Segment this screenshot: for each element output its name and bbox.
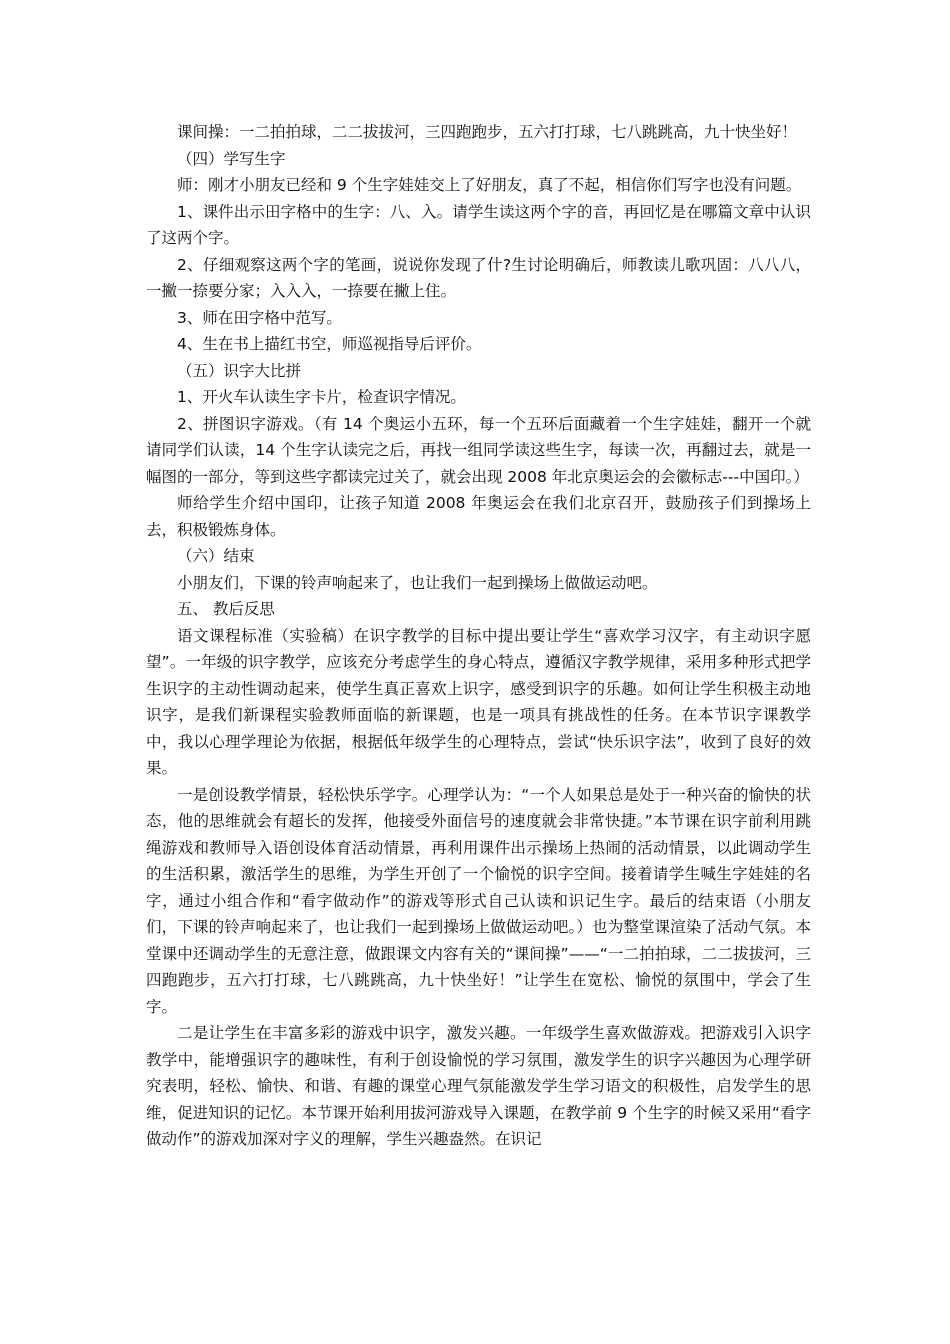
paragraph-contest-1: 1、开火车认读生字卡片，检查识字情况。 [177,388,466,406]
paragraph-exercise-chant: 课间操：一二拍拍球，二二拔拔河，三四跑跑步，五六打打球，七八跳跳高，九十快坐好！ [177,123,798,141]
section-heading-writing: （四）学写生字 [177,149,286,168]
paragraph-china-seal: 师给学生介绍中国印，让孩子知道 2008 年奥运会在我们北京召开，鼓励孩子们到操场上去，积极锻炼身体。 [146,494,811,539]
paragraph-step-1: 1、课件出示田字格中的生字：八、入。请学生读这两个字的音，再回忆是在哪篇文章中认识了这两个字。 [146,202,811,247]
paragraph-step-4: 4、生在书上描红书空，师巡视指导后评价。 [177,335,482,353]
paragraph-step-2: 2、仔细观察这两个字的笔画，说说你发现了什?生讨论明确后，师教读儿歌巩固：八八八，一撇一捺要分家；入入入，一捺要在撇上住。 [146,255,811,300]
paragraph-reflection-point-2: 二是让学生在丰富多彩的游戏中识字，激发兴趣。一年级学生喜欢做游戏。把游戏引入识字教学中，能增强识字的趣味性，有利于创设愉悦的学习氛围，激发学生的识字兴趣因为心理学研究表明，轻松、愉快、和谐、有趣的课堂心理气氛能激发学生学习语文的积极性，启发学生的思维，促进知识的记忆。本节课开始利用拔河游戏导入课题，在教学前 9 个生字的时候又采用“看字做动作”的游戏加深对字义的理解，学生兴趣盎然。在识记 [146,1024,811,1148]
paragraph-step-3: 3、师在田字格中范写。 [177,308,342,327]
paragraph-ending: 小朋友们，下课的铃声响起来了，也让我们一起到操场上做做运动吧。 [177,573,658,592]
section-heading-contest: （五）识字大比拼 [177,361,302,380]
paragraph-teacher-intro: 师：刚才小朋友已经和 9 个生字娃娃交上了好朋友，真了不起，相信你们写字也没有问题。 [177,176,802,194]
paragraph-reflection-point-1: 一是创设教学情景，轻松快乐学字。心理学认为：“一个人如果总是处于一种兴奋的愉快的状态，他的思维就会有超长的发挥，他接受外面信号的速度就会非常快捷。”本节课在识字前利用跳绳游戏和教师导入语创设体育活动情景，再利用课件出示操场上热闹的活动情景，以此调动学生的生活积累，激活学生的思维，为学生开创了一个愉悦的识字空间。接着请学生喊生字娃娃的名字，通过小组合作和“看字做动作”的游戏等形式自己认读和识记生字。最后的结束语（小朋友们，下课的铃声响起来了，也让我们一起到操场上做做运动吧。）也为整堂课渲染了活动气氛。本堂课中还调动学生的无意注意，做跟课文内容有关的“课间操”——“一二拍拍球，二二拔拔河，三四跑跑步，五六打打球，七八跳跳高，九十快坐好！”让学生在宽松、愉悦的氛围中，学会了生字。 [146,785,811,1016]
section-heading-ending: （六）结束 [177,547,255,565]
document-body [146,119,811,1153]
paragraph-contest-2: 2、拼图识字游戏。（有 14 个奥运小五环，每一个五环后面藏着一个生字娃娃，翻开一个就请同学们认读，14 个生字认读完之后，再找一组同学读这些生字，每读一次，再翻过去，就是一幅图的一部分，等到这些字都读完过关了，就会出现 2008 年北京奥运会的会徽标志---中国印。） [146,414,811,486]
section-heading-reflection: 五、 教后反思 [177,600,275,618]
paragraph-reflection-intro: 语文课程标准（实验稿）在识字教学的目标中提出要让学生“喜欢学习汉字，有主动识字愿望”。一年级的识字教学，应该充分考虑学生的身心特点，遵循汉字教学规律，采用多种形式把学生识字的主动性调动起来，使学生真正喜欢上识字，感受到识字的乐趣。如何让学生积极主动地识字，是我们新课程实验教师面临的新课题，也是一项具有挑战性的任务。在本节识字课教学中，我以心理学理论为依据，根据低年级学生的心理特点，尝试“快乐识字法”，收到了良好的效果。 [146,626,811,777]
